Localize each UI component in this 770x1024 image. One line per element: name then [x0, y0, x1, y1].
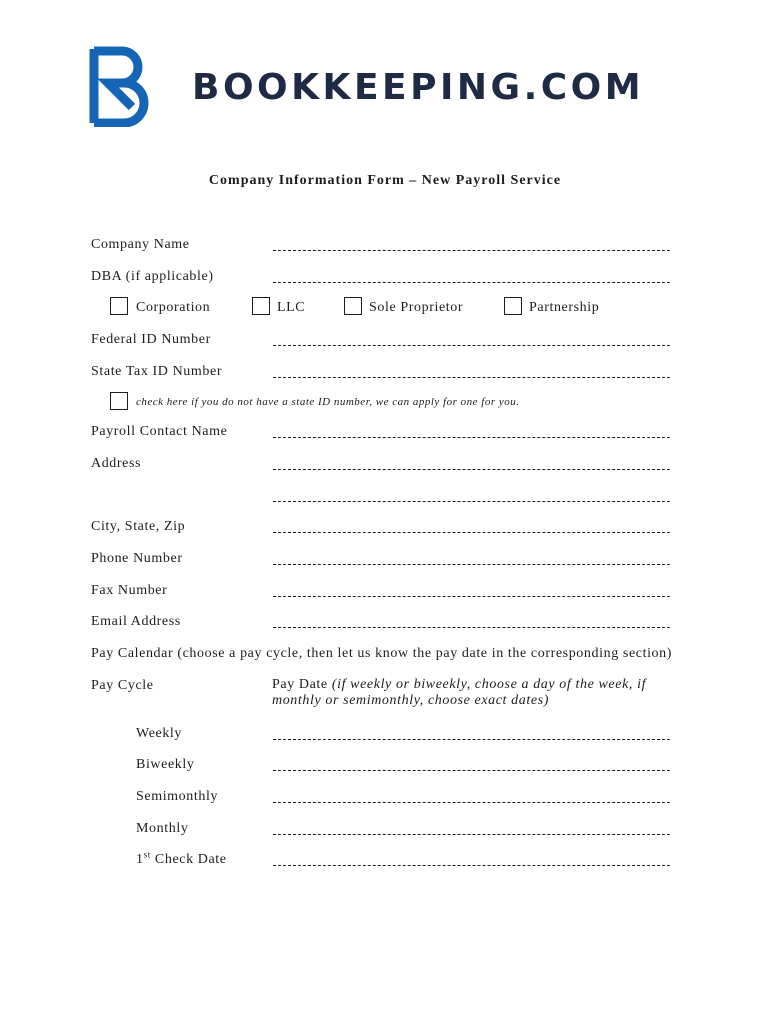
weekly-pay-date-field[interactable]	[273, 739, 670, 740]
pay-calendar-heading: Pay Calendar (choose a pay cycle, then let us know the pay date in the corresponding section)	[91, 646, 673, 661]
llc-checkbox[interactable]	[252, 297, 270, 315]
city-state-zip-field[interactable]	[273, 532, 670, 533]
semimonthly-pay-date-field[interactable]	[273, 802, 670, 803]
address-field-line-2[interactable]	[273, 501, 670, 502]
semimonthly-label: Semimonthly	[136, 789, 219, 804]
state-id-note: check here if you do not have a state ID number, we can apply for one for you.	[136, 396, 520, 408]
first-check-date-label	[136, 851, 227, 869]
monthly-pay-date-field[interactable]	[273, 834, 670, 835]
fax-field[interactable]	[273, 596, 670, 597]
first-check-ordinal: 1	[136, 852, 144, 867]
monthly-label: Monthly	[136, 821, 189, 836]
state-tax-id-label: State Tax ID Number	[91, 364, 223, 379]
state-tax-id-field[interactable]	[273, 377, 670, 378]
first-check-date-field[interactable]	[273, 865, 670, 866]
corporation-checkbox[interactable]	[110, 297, 128, 315]
weekly-label: Weekly	[136, 726, 183, 741]
first-check-ordinal-suffix: st	[143, 849, 151, 860]
company-name-field[interactable]	[273, 250, 670, 251]
payroll-contact-label: Payroll Contact Name	[91, 424, 228, 439]
company-name-label: Company Name	[91, 237, 190, 252]
pay-date-label: Pay Date	[272, 677, 328, 692]
no-state-id-checkbox[interactable]	[110, 392, 128, 410]
payroll-contact-field[interactable]	[273, 437, 670, 438]
partnership-checkbox[interactable]	[504, 297, 522, 315]
pay-cycle-label: Pay Cycle	[91, 678, 154, 693]
llc-label: LLC	[277, 300, 306, 315]
first-check-text: Check Date	[154, 852, 227, 867]
partnership-label: Partnership	[529, 300, 600, 315]
email-label: Email Address	[91, 614, 181, 629]
phone-field[interactable]	[273, 564, 670, 565]
sole-proprietor-label: Sole Proprietor	[369, 300, 464, 315]
form-title: Company Information Form – New Payroll Service	[208, 173, 562, 188]
dba-field[interactable]	[273, 282, 670, 283]
address-field-line-1[interactable]	[273, 469, 670, 470]
brand-name: BOOKKEEPING.COM	[192, 67, 645, 108]
fax-label: Fax Number	[91, 583, 168, 598]
phone-label: Phone Number	[91, 551, 183, 566]
pay-date-header	[272, 677, 672, 709]
federal-id-label: Federal ID Number	[91, 332, 211, 347]
kb-monogram-logo-icon	[88, 45, 152, 127]
biweekly-label: Biweekly	[136, 757, 195, 772]
sole-proprietor-checkbox[interactable]	[344, 297, 362, 315]
dba-label: DBA (if applicable)	[91, 269, 214, 284]
email-field[interactable]	[273, 627, 670, 628]
city-state-zip-label: City, State, Zip	[91, 519, 186, 534]
address-label: Address	[91, 456, 142, 471]
pay-date-hint: (if weekly or biweekly, choose a day of the week, if monthly or semimonthly, choose exact dates)	[272, 677, 647, 708]
corporation-label: Corporation	[136, 300, 211, 315]
federal-id-field[interactable]	[273, 345, 670, 346]
biweekly-pay-date-field[interactable]	[273, 770, 670, 771]
